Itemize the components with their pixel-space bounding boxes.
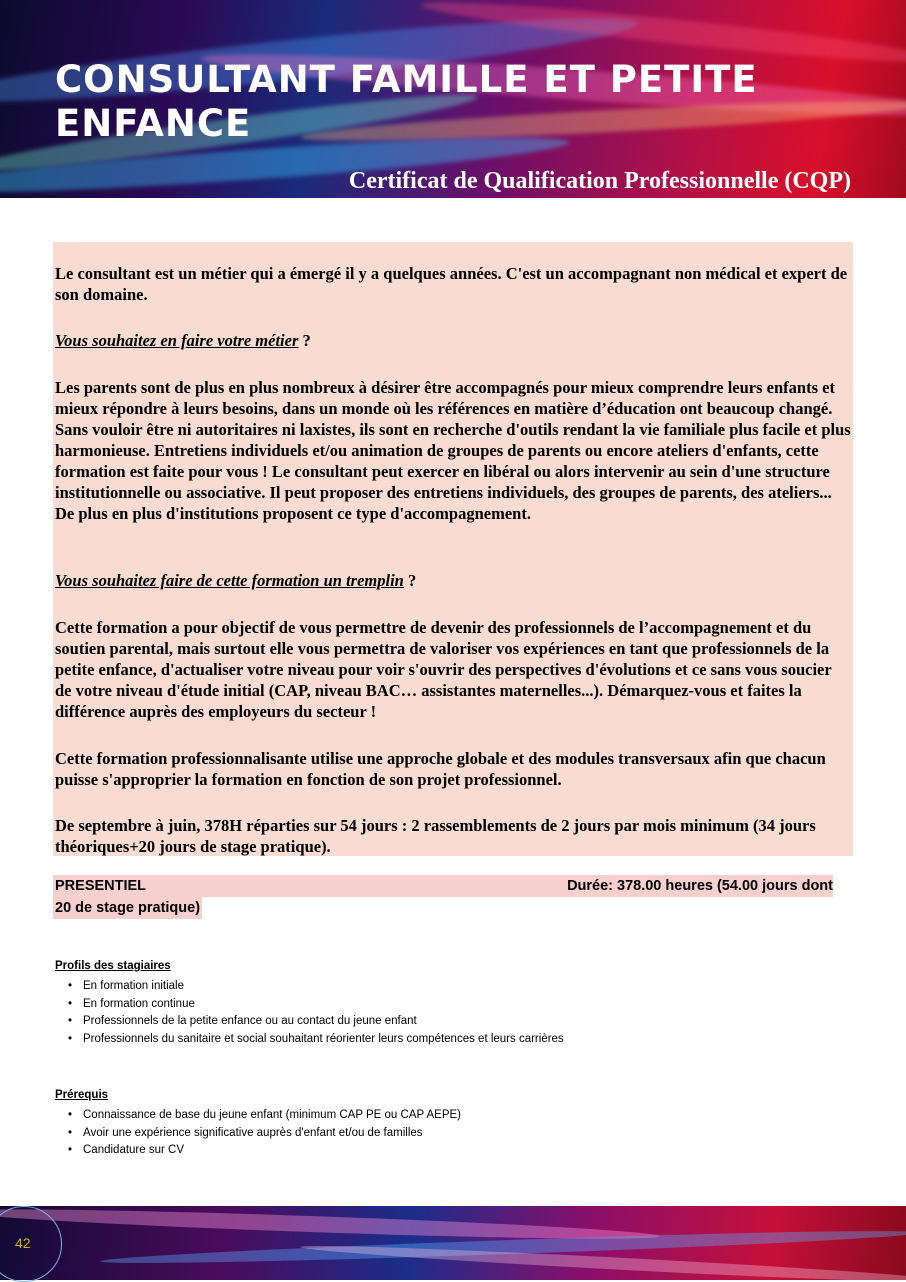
profils-list (68, 978, 564, 1048)
presentiel-label: PRESENTIEL (55, 878, 147, 894)
prerequis-title: Prérequis (55, 1089, 109, 1101)
page-number: 42 (15, 1235, 31, 1251)
intro-paragraph: Le consultant est un métier qui a émergé il y a quelques années. C'est un accompagnant non médical et expert de son domaine. (55, 264, 848, 304)
duration-text: Durée: 378.00 heures (54.00 jours dont (567, 878, 833, 894)
description-block (53, 242, 853, 856)
question-2-mark: ? (403, 571, 417, 590)
profils-title: Profils des stagiaires (55, 960, 171, 972)
question-2 (55, 570, 851, 591)
list-item: • En formation initiale (68, 978, 564, 996)
list-item: • En formation continue (68, 996, 564, 1014)
question-2-text: Vous souhaitez faire de cette formation un tremplin (55, 571, 404, 590)
page-subtitle: Certificat de Qualification Professionnelle (CQP) (348, 168, 851, 194)
presentiel-bar (53, 875, 833, 897)
objective-paragraph: Cette formation a pour objectif de vous permettre de devenir des professionnels de l’accompagnement et du soutien parental, mais surtout elle vous permettra de valoriser vos expériences en tant que professionnels de la petite enfance, d'actualiser votre niveau pour voir s'ouvrir des perspectives d'évolutions et ce sans vous soucier de votre niveau d'étude initial (CAP, niveau BAC… assistantes maternelles...). Démarquez-vous et faites la différence auprès des employeurs du secteur ! (55, 618, 832, 721)
question-1-text: Vous souhaitez en faire votre métier (55, 331, 299, 350)
schedule-paragraph: De septembre à juin, 378H réparties sur 54 jours : 2 rassemblements de 2 jours par mois minimum (34 jours théoriques+20 jours de stage pratique). (55, 816, 816, 856)
list-item: • Professionnels du sanitaire et social souhaitant réorienter leurs compétences et leurs carrières (68, 1031, 564, 1049)
list-item: • Avoir une expérience significative auprès d'enfant et/ou de familles (68, 1125, 461, 1143)
parents-paragraph: Les parents sont de plus en plus nombreux à désirer être accompagnés pour mieux comprendre leurs enfants et mieux répondre à leurs besoins, dans un monde où les références en matière d’éducation ont beaucoup changé. Sans vouloir être ni autoritaires ni laxistes, ils sont en recherche d'outils rendant la vie familiale plus facile et plus harmonieuse. Entretiens individuels et/ou animation de groupes de parents ou encore ateliers d'enfants, cette formation est faite pour vous ! Le consultant peut exercer en libéral ou alors intervenir au sein d'une structure institutionnelle ou associative. Il peut proposer des entretiens individuels, des groupes de parents, des ateliers... De plus en plus d'institutions proposent ce type d'accompagnement. (55, 378, 851, 523)
header-banner (0, 0, 906, 198)
list-item: • Connaissance de base du jeune enfant (minimum CAP PE ou CAP AEPE) (68, 1107, 461, 1125)
approach-paragraph: Cette formation professionnalisante utilise une approche globale et des modules transversaux afin que chacun puisse s'approprier la formation en fonction de son projet professionnel. (55, 749, 826, 789)
duration-continuation: 20 de stage pratique) (55, 900, 201, 916)
prerequis-list (68, 1107, 461, 1160)
page-title: CONSULTANT FAMILLE ET PETITE ENFANCE (55, 58, 758, 145)
list-item: • Candidature sur CV (68, 1142, 461, 1160)
list-item: • Professionnels de la petite enfance ou au contact du jeune enfant (68, 1013, 564, 1031)
duration-continuation-bar (53, 897, 202, 919)
footer-banner (0, 1206, 906, 1280)
question-1 (55, 330, 851, 351)
question-1-mark: ? (298, 331, 311, 350)
